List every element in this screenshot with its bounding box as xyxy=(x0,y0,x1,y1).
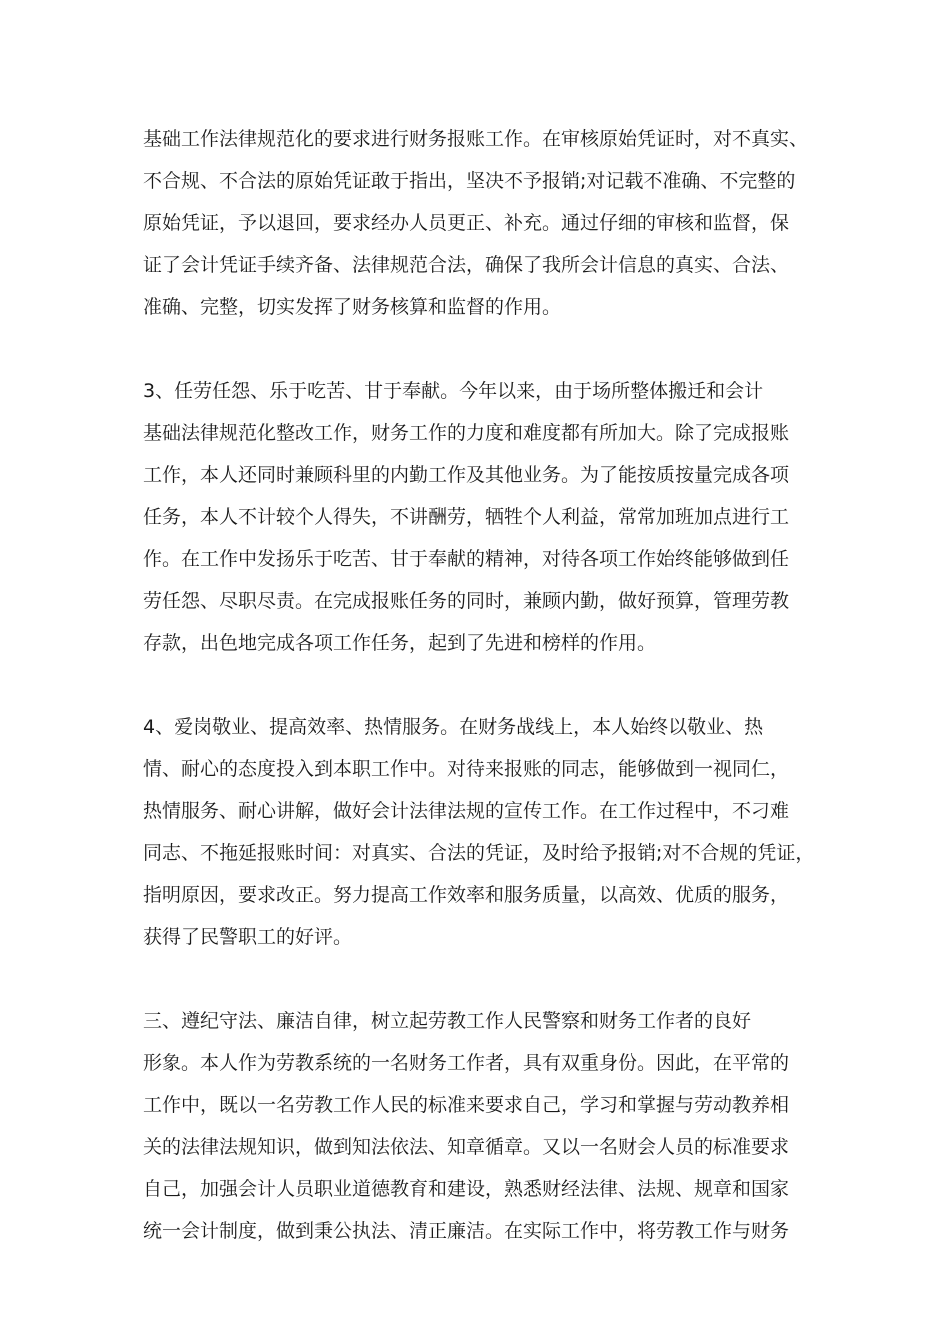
text-line: 存款，出色地完成各项工作任务，起到了先进和榜样的作用。 xyxy=(143,632,657,654)
text-line: 热情服务、耐心讲解，做好会计法律法规的宣传工作。在工作过程中，不刁难 xyxy=(143,800,790,822)
text-line: 作。在工作中发扬乐于吃苦、甘于奉献的精神，对待各项工作始终能够做到任 xyxy=(143,548,790,570)
text-line: 任务，本人不计较个人得失，不讲酬劳，牺牲个人利益，常常加班加点进行工 xyxy=(143,506,790,528)
text-line: 基础法律规范化整改工作，财务工作的力度和难度都有所加大。除了完成报账 xyxy=(143,422,790,444)
text-line: 原始凭证，予以退回，要求经办人员更正、补充。通过仔细的审核和监督，保 xyxy=(143,212,790,234)
text-line: 3、任劳任怨、乐于吃苦、甘于奉献。今年以来，由于场所整体搬迁和会计 xyxy=(143,380,764,402)
paragraph-section-three xyxy=(143,1000,813,1252)
document-body xyxy=(143,118,813,1294)
text-line: 不合规、不合法的原始凭证敢于指出，坚决不予报销;对记载不准确、不完整的 xyxy=(143,170,796,192)
paragraph-section-3 xyxy=(143,370,813,664)
text-line: 统一会计制度，做到秉公执法、清正廉洁。在实际工作中，将劳教工作与财务 xyxy=(143,1220,790,1242)
text-line: 形象。本人作为劳教系统的一名财务工作者，具有双重身份。因此，在平常的 xyxy=(143,1052,790,1074)
text-line: 情、耐心的态度投入到本职工作中。对待来报账的同志，能够做到一视同仁， xyxy=(143,758,790,780)
text-line: 证了会计凭证手续齐备、法律规范合法，确保了我所会计信息的真实、合法、 xyxy=(143,254,790,276)
text-line: 工作，本人还同时兼顾科里的内勤工作及其他业务。为了能按质按量完成各项 xyxy=(143,464,790,486)
text-line: 获得了民警职工的好评。 xyxy=(143,926,353,948)
text-line: 工作中，既以一名劳教工作人民的标准来要求自己，学习和掌握与劳动教养相 xyxy=(143,1094,790,1116)
paragraph-section-4 xyxy=(143,706,813,958)
paragraph-audit-vouchers xyxy=(143,118,813,328)
text-line: 指明原因，要求改正。努力提高工作效率和服务质量，以高效、优质的服务， xyxy=(143,884,790,906)
text-line: 劳任怨、尽职尽责。在完成报账任务的同时，兼顾内勤，做好预算，管理劳教 xyxy=(143,590,790,612)
text-line: 基础工作法律规范化的要求进行财务报账工作。在审核原始凭证时，对不真实、 xyxy=(143,128,809,150)
text-line: 关的法律法规知识，做到知法依法、知章循章。又以一名财会人员的标准要求 xyxy=(143,1136,790,1158)
text-line: 准确、完整，切实发挥了财务核算和监督的作用。 xyxy=(143,296,562,318)
text-line: 三、遵纪守法、廉洁自律，树立起劳教工作人民警察和财务工作者的良好 xyxy=(143,1010,752,1032)
text-line: 4、爱岗敬业、提高效率、热情服务。在财务战线上，本人始终以敬业、热 xyxy=(143,716,764,738)
text-line: 自己，加强会计人员职业道德教育和建设，熟悉财经法律、法规、规章和国家 xyxy=(143,1178,790,1200)
text-line: 同志、不拖延报账时间：对真实、合法的凭证，及时给予报销;对不合规的凭证， xyxy=(143,842,815,864)
